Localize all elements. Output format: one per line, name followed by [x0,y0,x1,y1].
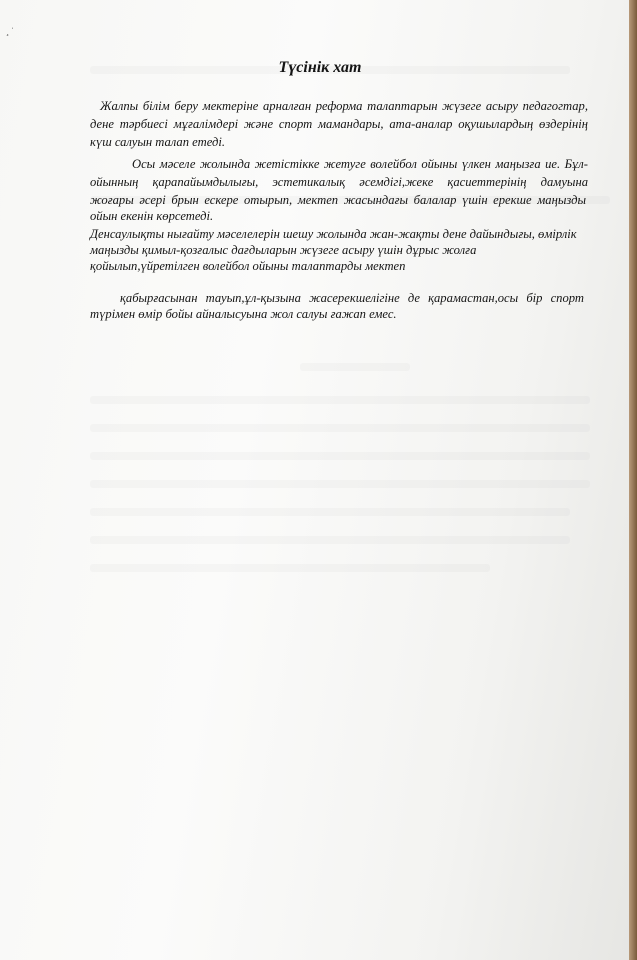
page-edge [629,0,637,960]
show-through [90,564,490,572]
text-line: маңызды қимыл-қозғалыс дағдыларын жүзеге асыру үшін дұрыс жолға [90,243,477,257]
show-through [300,363,410,371]
show-through [90,424,590,432]
text-line: жоғары әсері брын ескере отырып, мектеп жасындағы балалар үшін ерекше маңызды [90,193,586,207]
show-through [90,396,590,404]
margin-marks: ¸ ˈ [6,26,15,36]
text-line: түрімен өмір бойы айналысуына жол салуы ғажап емес. [90,307,397,321]
show-through [90,508,570,516]
text-line: ойын екенін көрсетеді. [90,209,214,223]
text-line: күш салуын талап етеді. [90,135,225,149]
text-line: дене тәрбиесі мұғалімдері және спорт мамандары, ата-аналар оқушылардың өздерінің [90,117,588,131]
show-through [90,452,590,460]
show-through [90,480,590,488]
document-title: Түсінік хат [278,59,362,76]
text-line: Денсаулықты нығайту мәселелерін шешу жолында жан-жақты дене дайындығы, өмірлік [90,227,577,241]
text-line: ойынның қарапайымдылығы, эстетикалық әсемдігі,жеке қасиеттерінің дамуына [90,175,588,189]
text-line: қойылып,үйретілген волейбол ойыны талаптарды мектеп [90,259,406,273]
text-line: Жалпы білім беру мектеріне арналған реформа талаптарын жүзеге асыру педагогтар, [100,99,588,113]
text-line: Осы мәселе жолында жетістікке жетуге волейбол ойыны үлкен маңызға ие. Бұл- [132,157,588,171]
text-line: қабырғасынан тауып,ұл-қызына жасерекшелігіне де қарамастан,осы бір спорт [120,291,584,305]
show-through [90,536,570,544]
